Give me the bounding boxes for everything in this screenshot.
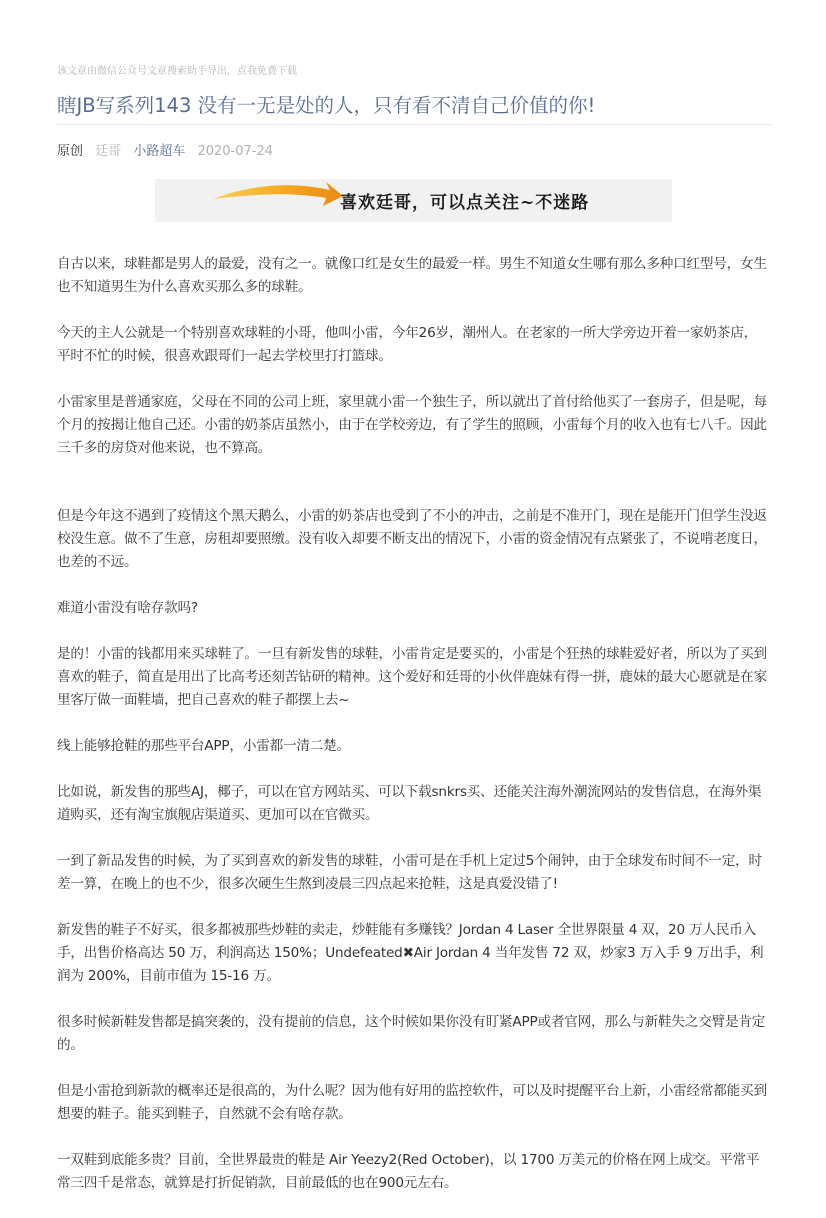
paragraph: 线上能够抢鞋的那些平台APP，小雷都一清二楚。 [57,738,350,754]
paragraph: 新发售的鞋子不好买，很多都被那些炒鞋的卖走，炒鞋能有多赚钱？Jordan 4 Laser 全世界限量 4 双，20 万人民币入手，出售价格高达 50 万，利润高达 150%；Undefeated✖Air Jordan 4 当年发售 72 双，炒家3 万入手 9 万出手，利润为 200%，目前市值为 15-16 万。 [57,922,764,984]
paragraph: 是的！小雷的钱都用来买球鞋了。一旦有新发售的球鞋，小雷肯定是要买的，小雷是个狂热的球鞋爱好者，所以为了买到喜欢的鞋子，简直是用出了比高考还刻苦钻研的精神。这个爱好和廷哥的小伙伴鹿妹有得一拼，鹿妹的最大心愿就是在家里客厅做一面鞋墙，把自己喜欢的鞋子都摆上去~ [57,646,767,708]
author-name: 廷哥 [95,144,122,159]
banner-text: 喜欢廷哥，可以点关注~不迷路 [340,193,590,213]
paragraph: 一双鞋到底能多贵？目前，全世界最贵的鞋是 Air Yeezy2(Red October)，以 1700 万美元的价格在网上成交。平常平常三四千是常态，就算是打折促销款，目前最低的也在900元左右。 [57,1152,760,1191]
paragraph: 比如说，新发售的那些AJ，椰子，可以在官方网站买、可以下载snkrs买、还能关注海外潮流网站的发售信息，在海外渠道购买，还有淘宝旗舰店渠道买、更加可以在官微买。 [57,784,762,823]
paragraph: 但是小雷抢到新款的概率还是很高的，为什么呢？因为他有好用的监控软件，可以及时提醒平台上新，小雷经常都能买到想要的鞋子。能买到鞋子，自然就不会有啥存款。 [57,1083,767,1122]
original-label: 原创 [57,144,84,159]
article-title: 瞎JB写系列143 没有一无是处的人，只有看不清自己价值的你! [57,94,596,117]
title-divider [57,124,772,125]
paragraph: 小雷家里是普通家庭，父母在不同的公司上班，家里就小雷一个独生子，所以就出了首付给他买了一套房子，但是呢，每个月的按揭让他自己还。小雷的奶茶店虽然小，由于在学校旁边，有了学生的照顾，小雷每个月的收入也有七八千。因此三千多的房贷对他来说，也不算高。 [57,394,767,456]
paragraph: 自古以来，球鞋都是男人的最爱，没有之一。就像口红是女生的最爱一样。男生不知道女生哪有那么多种口红型号，女生也不知道男生为什么喜欢买那么多的球鞋。 [57,256,767,295]
follow-banner [155,179,672,222]
paragraph: 但是今年这不遇到了疫情这个黑天鹅么，小雷的奶茶店也受到了不小的冲击，之前是不准开门，现在是能开门但学生没返校没生意。做不了生意，房租却要照缴。没有收入却要不断支出的情况下，小雷的资金情况有点紧张了，不说啃老度日，也差的不远。 [57,508,767,570]
publish-date: 2020-07-24 [197,144,274,159]
export-note-link[interactable]: 该文章由微信公众号文章搜索助手导出，点我免费下载 [57,66,297,77]
paragraph: 今天的主人公就是一个特别喜欢球鞋的小哥，他叫小雷，今年26岁，潮州人。在老家的一所大学旁边开着一家奶茶店，平时不忙的时候，很喜欢跟哥们一起去学校里打打篮球。 [57,325,757,364]
paragraph: 难道小雷没有啥存款吗? [57,600,198,616]
article-body [57,253,770,1218]
account-name-link[interactable]: 小路超车 [133,144,186,159]
paragraph: 很多时候新鞋发售都是搞突袭的，没有提前的信息，这个时候如果你没有盯紧APP或者官网，那么与新鞋失之交臂是肯定的。 [57,1014,766,1053]
paragraph: 一到了新品发售的时候，为了买到喜欢的新发售的球鞋，小雷可是在手机上定过5个闹钟，由于全球发布时间不一定，时差一算，在晚上的也不少，很多次硬生生熬到凌晨三四点起来抢鞋，这是真爱没错了! [57,853,762,892]
article-meta [57,140,281,159]
